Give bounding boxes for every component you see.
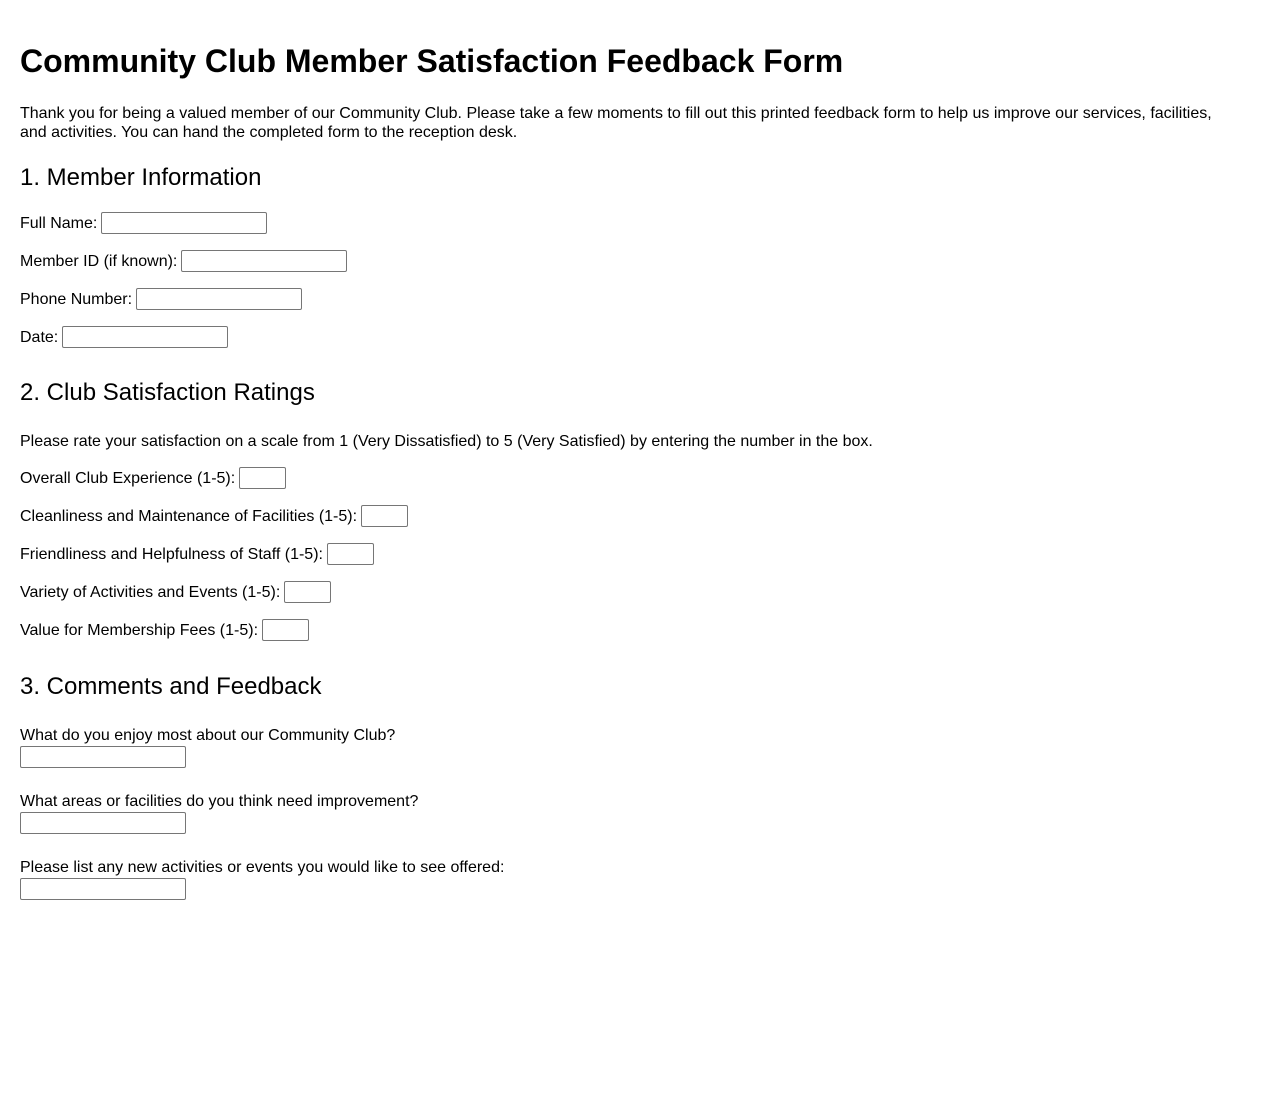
rating-input-overall[interactable] <box>239 467 286 489</box>
date-label: Date: <box>20 328 59 346</box>
rating-row-variety <box>20 580 1242 604</box>
question-new-activities <box>20 858 1242 900</box>
full-name-row <box>20 211 1242 235</box>
rating-label-variety: Variety of Activities and Events (1-5): <box>20 583 281 601</box>
rating-row-cleanliness <box>20 504 1242 528</box>
full-name-input[interactable] <box>101 212 267 234</box>
phone-number-input[interactable] <box>136 288 302 310</box>
rating-input-value[interactable] <box>262 619 309 641</box>
rating-label-overall: Overall Club Experience (1-5): <box>20 469 236 487</box>
section-title-satisfaction-ratings: 2. Club Satisfaction Ratings <box>20 379 315 406</box>
section-title-comments-feedback: 3. Comments and Feedback <box>20 673 322 700</box>
member-id-input[interactable] <box>181 250 347 272</box>
intro-text: Thank you for being a valued member of our Community Club. Please take a few moments to fill out this printed feedback form to help us improve our services, facilities, and activities. You can hand the completed form to the reception desk. <box>20 105 1212 141</box>
member-id-label: Member ID (if known): <box>20 252 178 270</box>
page-title: Community Club Member Satisfaction Feedback Form <box>20 43 844 79</box>
section-title-member-information: 1. Member Information <box>20 164 262 191</box>
rating-row-staff <box>20 542 1242 566</box>
rating-input-variety[interactable] <box>284 581 331 603</box>
rating-label-value: Value for Membership Fees (1-5): <box>20 621 259 639</box>
rating-row-value <box>20 618 1242 642</box>
member-id-row <box>20 249 1242 273</box>
answer-input-new-activities[interactable] <box>20 878 186 900</box>
question-label-new-activities: Please list any new activities or events you would like to see offered: <box>20 859 505 876</box>
question-improve <box>20 792 1242 834</box>
member-information-section <box>20 164 1242 349</box>
rating-label-cleanliness: Cleanliness and Maintenance of Facilities (1-5): <box>20 507 358 525</box>
rating-input-cleanliness[interactable] <box>361 505 408 527</box>
answer-input-enjoy[interactable] <box>20 746 186 768</box>
phone-number-label: Phone Number: <box>20 290 133 308</box>
comments-feedback-section <box>20 673 1242 900</box>
rating-input-staff[interactable] <box>327 543 374 565</box>
satisfaction-ratings-section <box>20 379 1242 642</box>
question-label-enjoy: What do you enjoy most about our Community Club? <box>20 727 396 744</box>
rating-row-overall <box>20 466 1242 490</box>
full-name-label: Full Name: <box>20 214 98 232</box>
date-row <box>20 325 1242 349</box>
question-label-improve: What areas or facilities do you think need improvement? <box>20 793 419 810</box>
rating-label-staff: Friendliness and Helpfulness of Staff (1-5): <box>20 545 323 563</box>
rating-instructions: Please rate your satisfaction on a scale from 1 (Very Dissatisfied) to 5 (Very Satisfied) by entering the number in the box. <box>20 433 873 450</box>
date-input[interactable] <box>62 326 228 348</box>
question-enjoy <box>20 726 1242 768</box>
answer-input-improve[interactable] <box>20 812 186 834</box>
phone-number-row <box>20 287 1242 311</box>
